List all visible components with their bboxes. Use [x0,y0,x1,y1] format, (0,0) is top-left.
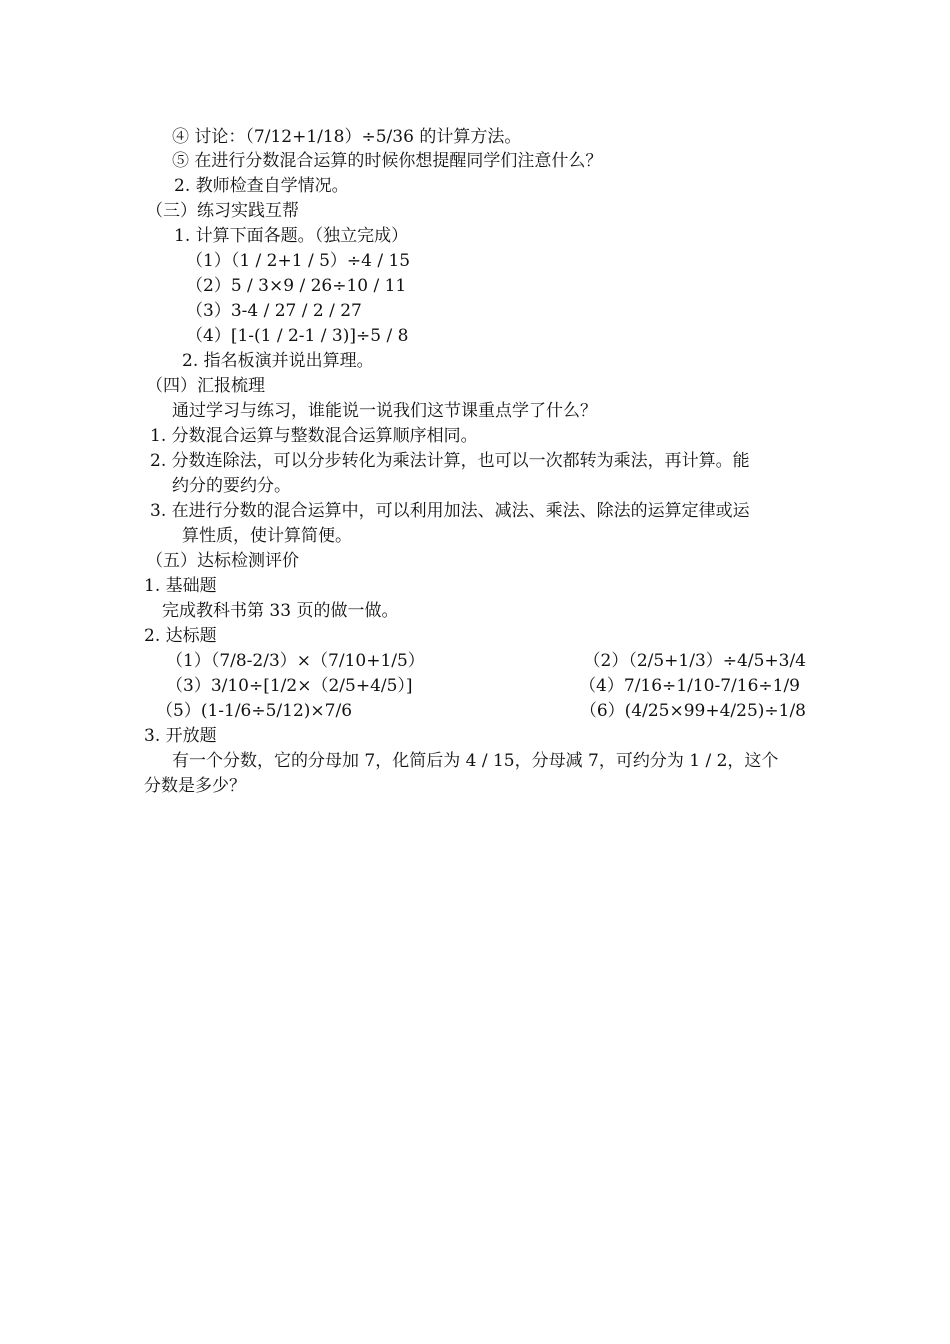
section-heading-3: （三）练习实践互帮 [146,201,299,221]
exercise-instruction: 1. 计算下面各题。（独立完成） [174,226,409,246]
exercise-2: （2）5 / 3×9 / 26÷10 / 11 [186,276,407,296]
exercise-3: （3）3-4 / 27 / 2 / 27 [186,301,362,321]
summary-question: 通过学习与练习，谁能说一说我们这节课重点学了什么？ [172,401,597,421]
standard-problem-5: （5）(1-1/6÷5/12)×7/6 [156,701,353,721]
basic-heading: 1. 基础题 [144,576,217,596]
exercise-4: （4）[1-(1 / 2-1 / 3)]÷5 / 8 [186,326,409,346]
teacher-check-item: 2. 教师检查自学情况。 [174,176,349,196]
summary-point-2: 2. 分数连除法，可以分步转化为乘法计算，也可以一次都转为乘法，再计算。能 [150,451,750,471]
standard-heading: 2. 达标题 [144,626,217,646]
standard-problem-6: （6）(4/25×99+4/25)÷1/8 [579,701,806,721]
summary-point-1: 1. 分数混合运算与整数混合运算顺序相同。 [150,426,478,446]
summary-point-3: 3. 在进行分数的混合运算中，可以利用加法、减法、乘法、除法的运算定律或运 [150,501,750,521]
summary-point-3-cont: 算性质，使计算简便。 [182,526,352,546]
open-problem: 有一个分数，它的分母加 7，化简后为 4 / 15，分母减 7，可约分为 1 / 2，这个 [172,751,779,771]
standard-problem-4: （4）7/16÷1/10-7/16÷1/9 [579,676,800,696]
summary-point-2-cont: 约分的要约分。 [172,476,291,496]
exercise-1: （1）（1 / 2+1 / 5）÷4 / 15 [186,251,411,271]
reminder-item: ⑤ 在进行分数混合运算的时候你想提醒同学们注意什么？ [172,151,603,171]
standard-problem-2: （2）（2/5+1/3）÷4/5+3/4 [583,651,806,671]
section-heading-4: （四）汇报梳理 [146,376,265,396]
board-demo-item: 2. 指名板演并说出算理。 [182,351,374,371]
basic-task: 完成教科书第 33 页的做一做。 [162,601,399,621]
section-heading-5: （五）达标检测评价 [146,551,299,571]
open-heading: 3. 开放题 [144,726,217,746]
standard-problem-1: （1）（7/8-2/3）×（7/10+1/5） [166,651,425,671]
standard-problem-3: （3）3/10÷[1/2×（2/5+4/5）] [166,676,413,696]
open-problem-cont: 分数是多少？ [144,776,246,796]
discussion-item: ④ 讨论：（7/12+1/18）÷5/36 的计算方法。 [172,127,522,147]
